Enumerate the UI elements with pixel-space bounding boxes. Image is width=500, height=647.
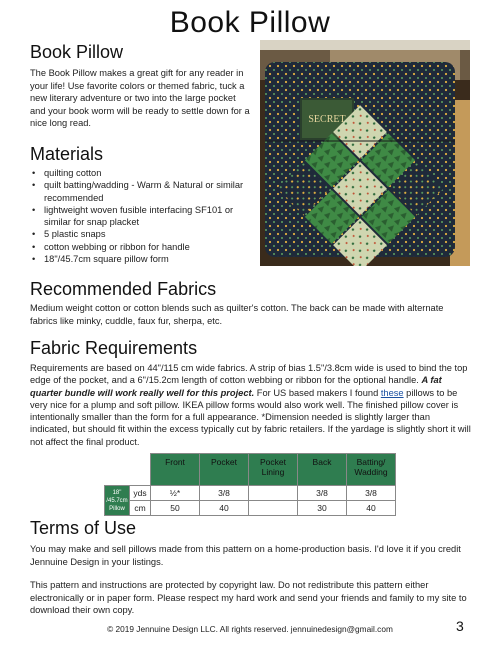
materials-item: • lightweight woven fusible interfacing SF101 or similar for snap placket [30,204,255,229]
materials-list [30,167,255,265]
column-header: Batting/ Wadding [347,454,396,486]
page-title: Book Pillow [169,6,331,39]
materials-item: • cotton webbing or ribbon for handle [30,241,255,253]
unit-cell: cm [130,501,151,516]
column-header: Pocket Lining [249,454,298,486]
table-row [105,486,396,501]
materials-heading: Materials [30,144,104,164]
table-row [105,501,396,516]
materials-item: • quilt batting/wadding - Warm & Natural or similar recommended [30,179,255,204]
fabric-requirements-text [30,362,472,448]
recommended-fabrics-heading: Recommended Fabrics [30,279,217,299]
table-cell: 40 [200,501,249,516]
terms-paragraph-2: This pattern and instructions are protected by copyright law. Do not redistribute this pattern either electronically or in paper form. Please respect my hard work and send your friends and family to my site to download their own copy. [30,580,467,615]
table-cell: 40 [347,501,396,516]
table-cell [249,501,298,516]
fabric-text-1: Requirements are based on 44"/115 cm wide fabrics. A strip of bias 1.5"/3.8cm wide is used to bind the top edge of the pocket, and a 6"/15.2cm length of cotton webbing or ribbon for the optional handle. [30,363,468,386]
fabric-text-3: pillows to be very nice for a plump and soft pillow. IKEA pillow forms would also work well. The finished pillow cover is intentionally smaller than the form for a full appearance. *Dimension needed is slightly larger than indicated, but should fit within the excess typically cut by fabric retailers. If the yardage is slightly short it will not affect the final product. [30,387,471,447]
pillows-link[interactable]: these [380,387,404,398]
photo-book-title: SECRET [308,114,346,125]
recommended-fabrics-text: Medium weight cotton or cotton blends such as quilter's cotton. The back can be made with alternate fabrics like minky, cuddle, faux fur, sherpa, etc. [30,303,444,326]
fabric-requirements-heading: Fabric Requirements [30,338,198,358]
table-cell: 3/8 [200,486,249,501]
table-cell [249,486,298,501]
footer-copyright: © 2019 Jennuine Design LLC. All rights reserved. jennuinedesign@gmail.com [107,624,393,634]
page-number: 3 [456,618,464,634]
column-header: Back [298,454,347,486]
materials-item: • 5 plastic snaps [30,228,255,240]
book-pillow-heading: Book Pillow [30,42,124,62]
pillow-photo [260,40,470,266]
table-cell: 3/8 [298,486,347,501]
terms-heading: Terms of Use [30,518,137,538]
materials-item: • 18"/45.7cm square pillow form [30,253,255,265]
fabric-bold-note: A fat quarter bundle will work really well for this project. [30,375,442,398]
table-cell: 30 [298,501,347,516]
table-cell: 3/8 [347,486,396,501]
table-cell: ½* [151,486,200,501]
book-pillow-description: The Book Pillow makes a great gift for any reader in your life! Use favorite colors or themed fabric, tuck a new literary adventure or two into the large pocket and your book worm will be ready to settle down for a nice long read. [30,68,250,129]
column-header: Front [151,454,200,486]
unit-cell: yds [130,486,151,501]
row-label: 18" /45.7cm Pillow [105,486,130,516]
fabric-text-2: For US based makers I found [254,387,381,398]
fabric-requirements-table [104,453,396,516]
materials-item: • quilting cotton [30,167,255,179]
pillow-photo-graphic [260,40,470,266]
terms-paragraph-1: You may make and sell pillows made from this pattern on a home-production basis. I'd love it if you credit Jennuine Design in your listings. [30,544,461,567]
table-cell: 50 [151,501,200,516]
column-header: Pocket [200,454,249,486]
